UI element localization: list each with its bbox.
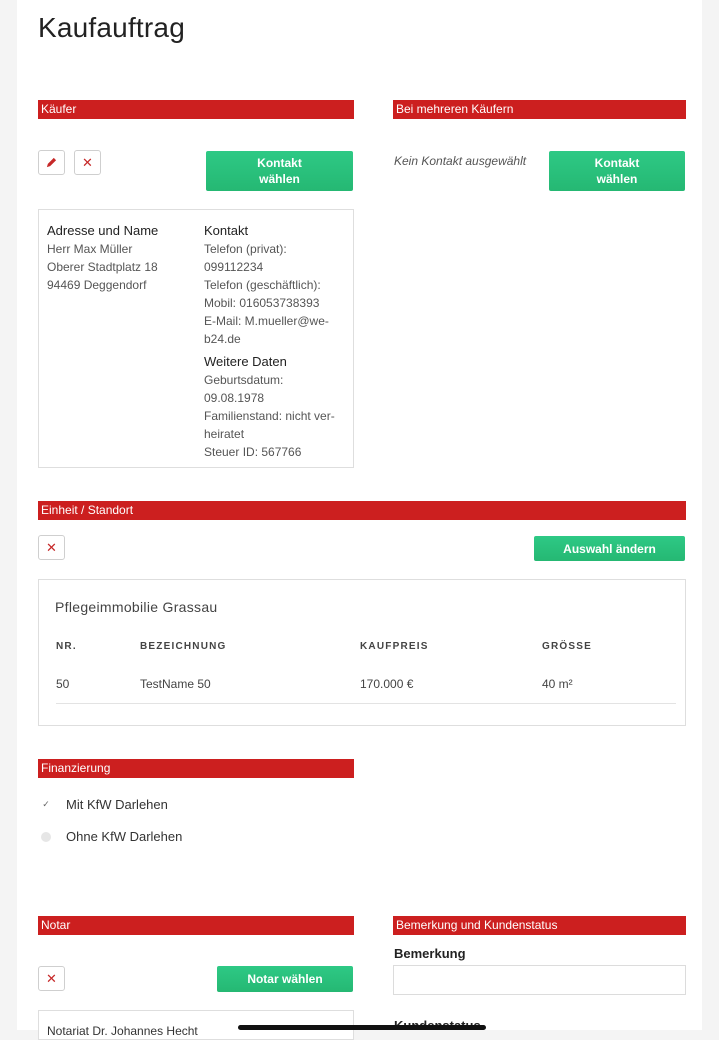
choose-contact-button[interactable] [206,151,353,191]
table-header-nr: NR. [56,641,77,652]
radio-label: Ohne KfW Darlehen [66,829,183,844]
choose-additional-contact-button[interactable] [549,151,685,191]
edit-buyer-button[interactable] [38,150,65,175]
radio-with-kfw[interactable] [41,797,168,812]
change-selection-button[interactable] [534,536,685,561]
remove-unit-button[interactable] [38,535,65,560]
choose-contact-label: Kontakt wählen [257,156,302,186]
close-icon: ✕ [46,539,57,555]
radio-label: Mit KfW Darlehen [66,797,168,812]
cell-kaufpreis: 170.000 € [360,677,414,691]
section-header-finanzierung: Finanzierung [38,759,354,778]
contact-column [204,222,352,461]
section-header-multiple-buyers: Bei mehreren Käufern [393,100,686,119]
contact-title: Kontakt [204,223,249,238]
table-header-kaufpreis: KAUFPREIS [360,641,429,652]
no-contact-note: Kein Kontakt ausgewählt [394,154,527,168]
property-title: Pflegeimmobilie Grassau [55,599,218,615]
checkmark-icon: ✓ [42,799,50,809]
address-column [47,222,197,294]
remove-notary-button[interactable] [38,966,65,991]
contact-line: Mobil: 016053738393 [204,296,320,310]
cell-groesse: 40 m² [542,677,573,691]
section-header-einheit: Einheit / Standort [38,501,686,520]
pencil-icon [46,157,57,168]
contact-line: 099112234 [204,260,264,274]
remark-input[interactable] [393,965,686,995]
change-selection-label: Auswahl ändern [563,541,656,556]
further-data-line: Familienstand: nicht ver- [204,409,335,423]
remove-buyer-button[interactable] [74,150,101,175]
page [17,0,702,1038]
address-line: Herr Max Müller [47,242,133,256]
further-data-line: heiratet [204,427,245,441]
address-title: Adresse und Name [47,223,159,238]
contact-line: b24.de [204,332,241,346]
table-header-groesse: GRÖSSE [542,641,592,652]
buyer-details-card [38,209,354,468]
section-header-notar: Notar [38,916,354,935]
home-indicator [238,1025,486,1030]
close-icon: ✕ [82,154,93,170]
close-icon: ✕ [46,970,57,986]
further-data-line: 09.08.1978 [204,391,265,405]
table-header-bezeichnung: BEZEICHNUNG [140,641,227,652]
table-row[interactable] [56,675,676,704]
cell-nr: 50 [56,677,70,691]
page-title: Kaufauftrag [38,12,185,43]
contact-line: Telefon (privat): [204,242,287,256]
choose-notary-button[interactable] [217,966,353,992]
section-header-bemerkung: Bemerkung und Kundenstatus [393,916,686,935]
radio-without-kfw[interactable] [41,829,182,844]
notary-name: Notariat Dr. Johannes Hecht [47,1024,198,1038]
section-header-kaeufer: Käufer [38,100,354,119]
choose-notary-label: Notar wählen [247,972,323,986]
contact-line: Telefon (geschäftlich): [204,278,321,292]
remark-label: Bemerkung [394,946,466,961]
further-data-line: Steuer ID: 567766 [204,445,302,459]
contact-line: E-Mail: M.mueller@we- [204,314,329,328]
radio-circle-icon [41,832,51,842]
choose-contact-label: Kontakt wählen [594,156,640,186]
further-data-title: Weitere Daten [204,354,287,369]
property-card [38,579,686,726]
further-data-line: Geburtsdatum: [204,373,284,387]
cell-bezeichnung: TestName 50 [140,677,211,691]
address-line: 94469 Deggendorf [47,278,147,292]
address-line: Oberer Stadtplatz 18 [47,260,158,274]
